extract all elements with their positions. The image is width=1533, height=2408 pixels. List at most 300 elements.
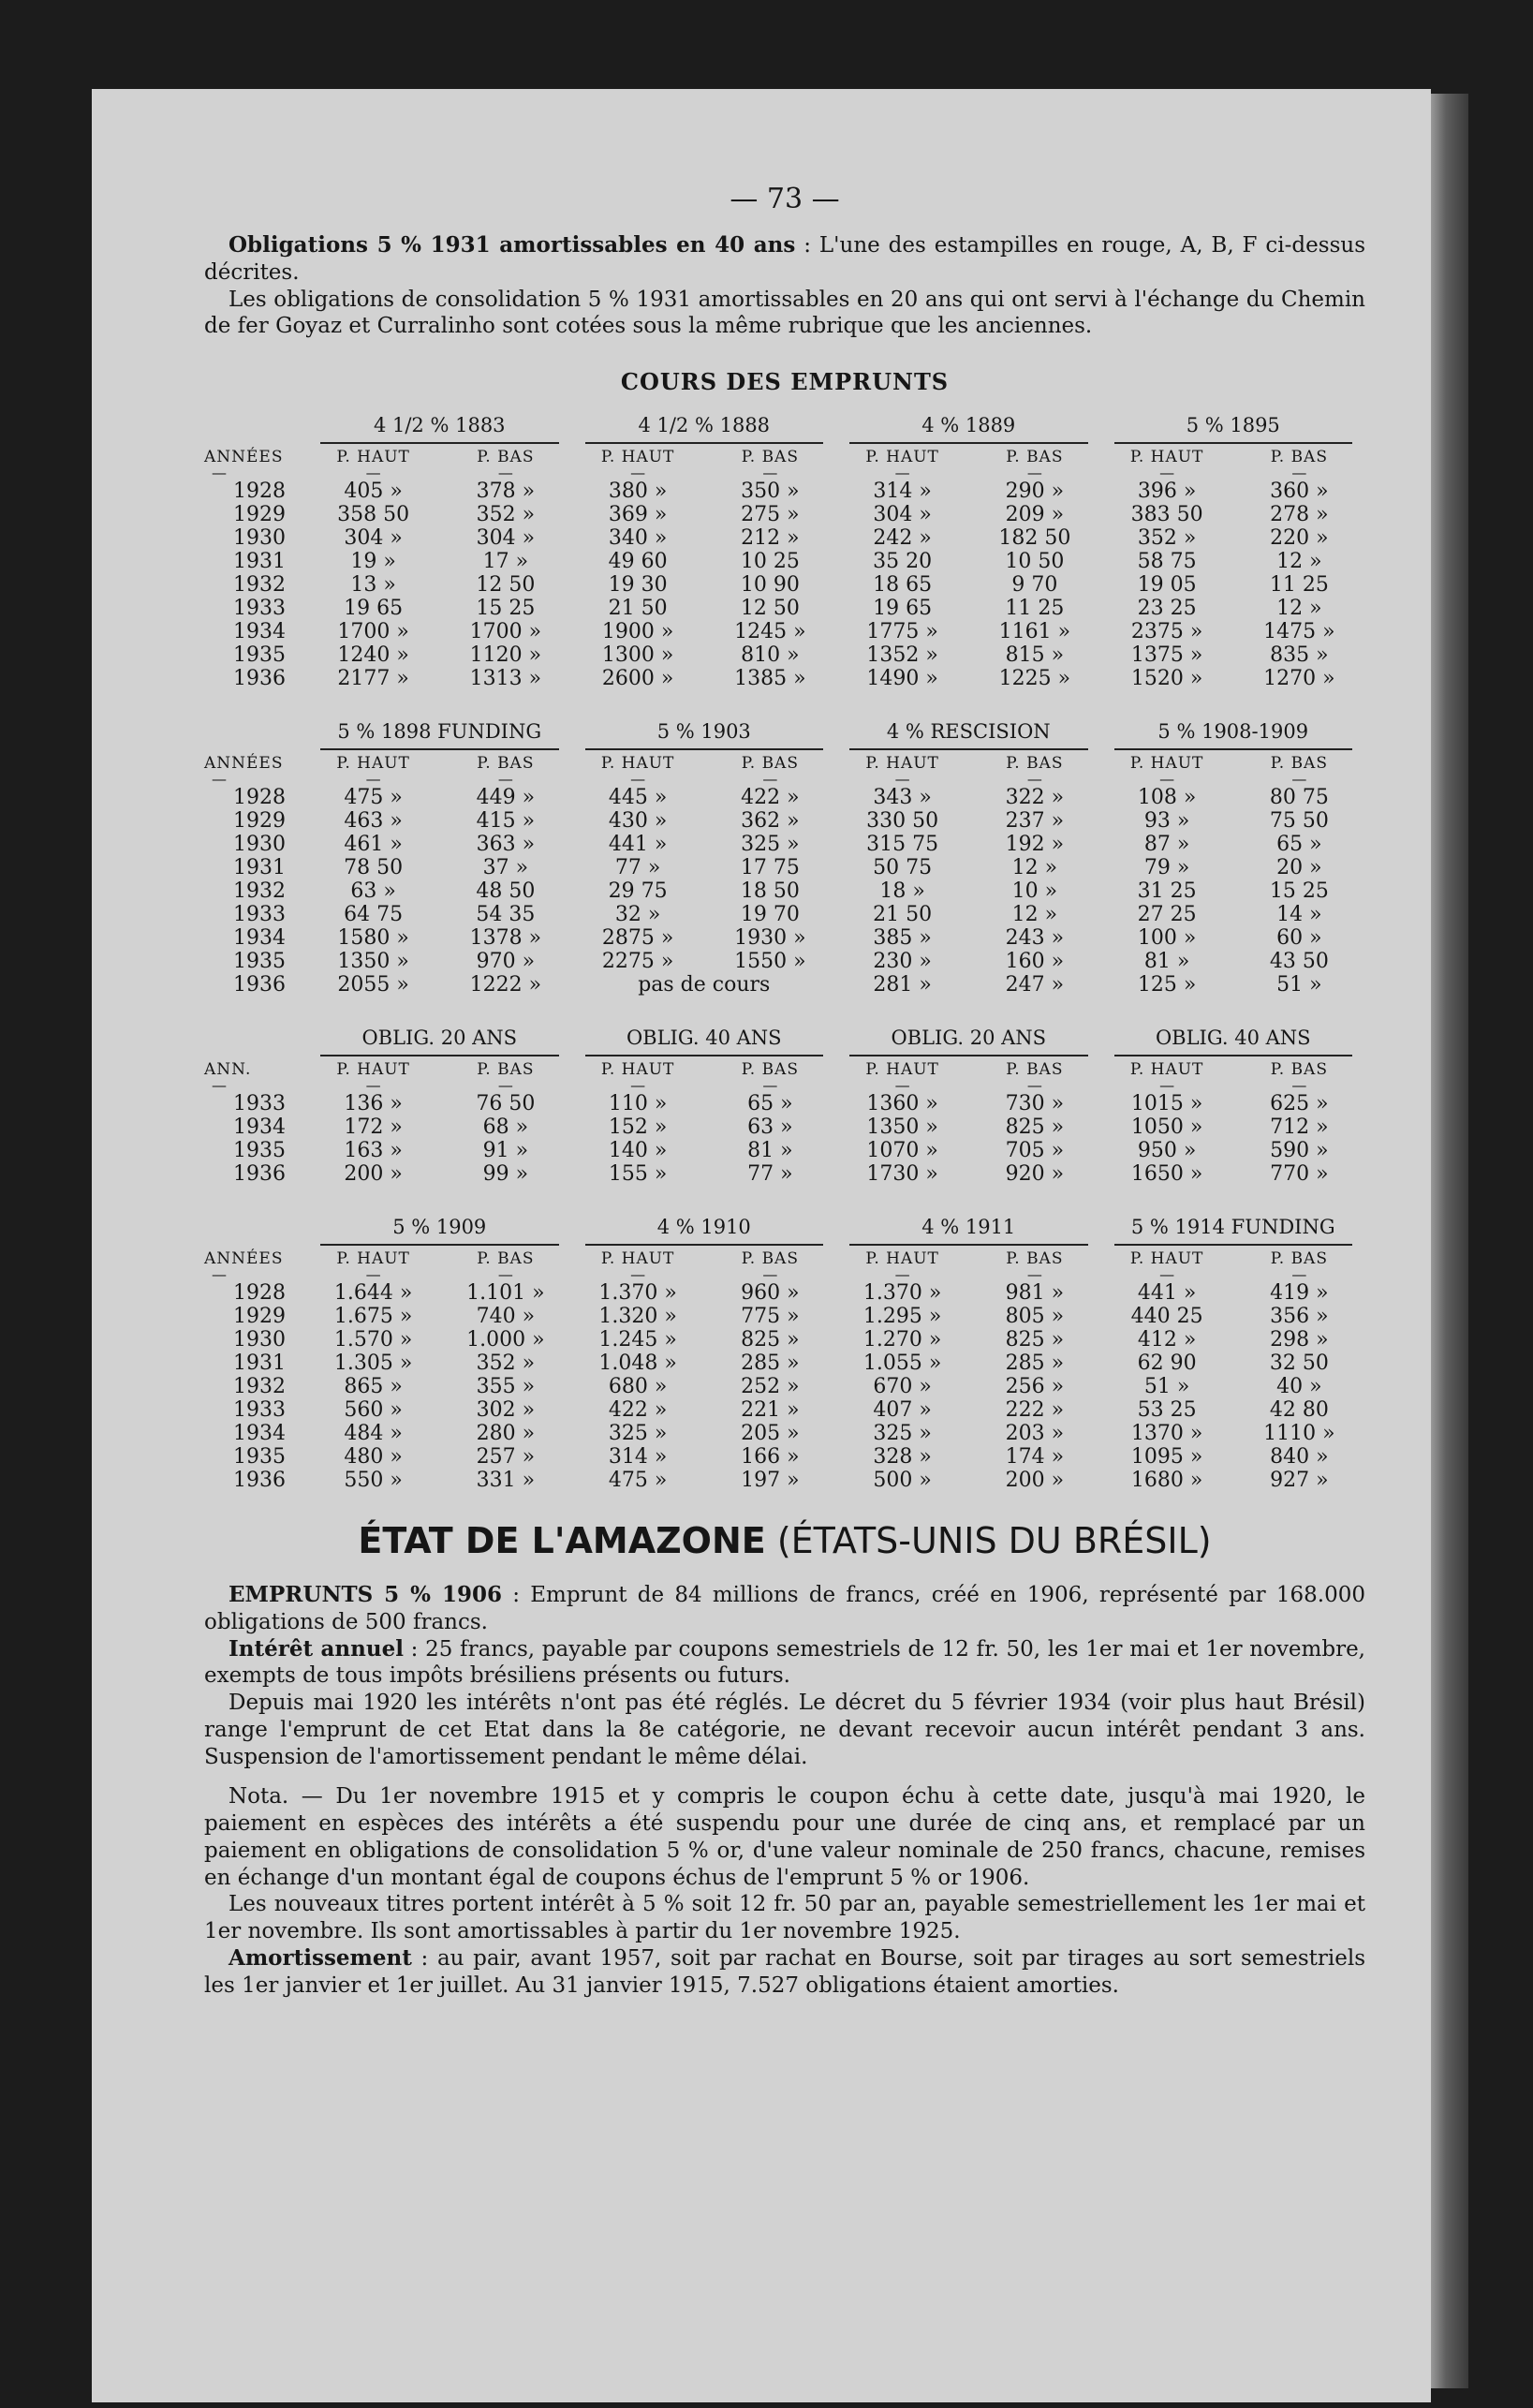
low-price-header: P. BAS	[741, 448, 799, 466]
high-price-cell: 27 25	[1137, 903, 1197, 926]
high-price-header: P. HAUT	[865, 754, 939, 773]
low-price-cell: 222 »	[1005, 1398, 1065, 1422]
low-price-cell: 419 »	[1270, 1281, 1329, 1305]
low-price-cell: 1700 »	[469, 620, 542, 643]
low-price-cell: 182 50	[998, 526, 1071, 550]
high-price-cell: 396 »	[1137, 480, 1197, 503]
high-price-cell: 63 »	[350, 879, 396, 903]
high-price-cell: 18 »	[879, 879, 925, 903]
low-price-cell: 625 »	[1270, 1092, 1329, 1115]
low-price-cell: 40 »	[1276, 1375, 1322, 1398]
low-price-cell: 65 »	[1276, 833, 1322, 856]
header-rule: —	[1159, 1076, 1175, 1094]
high-price-cell: 440 25	[1130, 1305, 1203, 1328]
high-price-cell: 78 50	[344, 856, 404, 879]
year-cell: 1932	[233, 879, 286, 903]
low-price-cell: 252 »	[741, 1375, 800, 1398]
header-rule: —	[365, 464, 381, 481]
high-price-cell: 18 65	[873, 573, 933, 597]
header-rule: —	[1026, 1265, 1042, 1283]
header-rule: —	[212, 464, 227, 481]
no-quote-cell: pas de cours	[638, 973, 771, 997]
year-cell: 1929	[233, 503, 286, 526]
year-cell: 1931	[233, 856, 286, 879]
year-cell: 1934	[233, 926, 286, 950]
year-cell: 1930	[233, 833, 286, 856]
high-price-cell: 1.570 »	[333, 1328, 413, 1352]
header-rule: —	[762, 464, 778, 481]
high-price-cell: 1352 »	[866, 643, 938, 667]
low-price-cell: 302 »	[476, 1398, 536, 1422]
loan-heading: OBLIG. 40 ANS	[1114, 1025, 1353, 1056]
state-title-sub: (ÉTATS-UNIS DU BRÉSIL)	[765, 1520, 1212, 1561]
low-price-cell: 1225 »	[998, 667, 1071, 690]
high-price-cell: 1680 »	[1130, 1469, 1203, 1492]
high-price-cell: 81 »	[1143, 950, 1190, 973]
high-price-cell: 950 »	[1137, 1139, 1197, 1162]
low-price-cell: 322 »	[1005, 786, 1065, 809]
low-price-cell: 51 »	[1276, 973, 1322, 997]
amortization-paragraph	[204, 1945, 1365, 2000]
high-price-cell: 31 25	[1137, 879, 1197, 903]
high-price-header: P. HAUT	[336, 1249, 410, 1268]
high-price-cell: 441 »	[1137, 1281, 1197, 1305]
high-price-cell: 51 »	[1143, 1375, 1190, 1398]
low-price-header: P. BAS	[1270, 448, 1328, 466]
high-price-cell: 49 60	[608, 550, 668, 573]
low-price-cell: 197 »	[741, 1469, 800, 1492]
low-price-cell: 304 »	[476, 526, 536, 550]
low-price-cell: 65 »	[747, 1092, 793, 1115]
high-price-cell: 23 25	[1137, 597, 1197, 620]
high-price-cell: 1095 »	[1130, 1445, 1203, 1469]
state-title	[204, 1520, 1365, 1561]
low-price-cell: 77 »	[747, 1162, 793, 1186]
low-price-cell: 960 »	[741, 1281, 800, 1305]
high-price-cell: 2177 »	[337, 667, 409, 690]
price-table-grid	[204, 1214, 1365, 1492]
low-price-header: P. BAS	[477, 1060, 535, 1079]
low-price-cell: 1550 »	[734, 950, 806, 973]
low-price-cell: 80 75	[1269, 786, 1329, 809]
high-price-cell: 865 »	[344, 1375, 403, 1398]
low-price-cell: 362 »	[741, 809, 800, 833]
low-price-cell: 17 »	[482, 550, 529, 573]
high-price-cell: 58 75	[1137, 550, 1197, 573]
low-price-cell: 1270 »	[1263, 667, 1335, 690]
year-cell: 1934	[233, 1115, 286, 1139]
low-price-cell: 805 »	[1005, 1305, 1065, 1328]
high-price-cell: 314 »	[608, 1445, 668, 1469]
low-price-cell: 81 »	[747, 1139, 793, 1162]
low-price-cell: 12 »	[1011, 903, 1058, 926]
low-price-cell: 1385 »	[734, 667, 806, 690]
high-price-cell: 1350 »	[866, 1115, 938, 1139]
high-price-cell: 383 50	[1130, 503, 1203, 526]
high-price-cell: 430 »	[608, 809, 668, 833]
low-price-cell: 10 »	[1011, 879, 1058, 903]
low-price-cell: 75 50	[1269, 809, 1329, 833]
header-rule: —	[762, 770, 778, 788]
loan-heading: 4 % 1889	[849, 412, 1088, 444]
high-price-cell: 1.048 »	[598, 1352, 677, 1375]
low-price-header: P. BAS	[1270, 1060, 1328, 1079]
price-table	[204, 412, 1365, 690]
low-price-cell: 68 »	[482, 1115, 529, 1139]
high-price-header: P. HAUT	[1129, 1249, 1204, 1268]
high-price-cell: 670 »	[873, 1375, 932, 1398]
header-rule: —	[1291, 770, 1307, 788]
year-cell: 1934	[233, 1422, 286, 1445]
low-price-cell: 775 »	[741, 1305, 800, 1328]
high-price-cell: 1.370 »	[862, 1281, 942, 1305]
low-price-cell: 237 »	[1005, 809, 1065, 833]
low-price-cell: 11 25	[1269, 573, 1329, 597]
intro-bold-heading: Obligations 5 % 1931 amortissables en 40 ans	[228, 232, 796, 258]
high-price-cell: 441 »	[608, 833, 668, 856]
low-price-cell: 363 »	[476, 833, 536, 856]
low-price-cell: 12 »	[1276, 550, 1322, 573]
interest-heading: Intérêt annuel	[228, 1635, 404, 1662]
low-price-cell: 220 »	[1270, 526, 1329, 550]
high-price-cell: 463 »	[344, 809, 403, 833]
nota-paragraph: Nota. — Du 1er novembre 1915 et y compris le coupon échu à cette date, jusqu'à mai 1920, le paiement en espèces des intérêts a été suspendu pour une durée de cinq ans, et remplacé par un paiement en obligations de consolidation 5 % or, d'une valeur nominale de 250 francs, chacune, remises en échange d'un montant égal de coupons échus de l'emprunt 5 % or 1906.	[204, 1784, 1365, 1890]
low-price-cell: 1245 »	[734, 620, 806, 643]
loan-heading: 5 % 1909	[320, 1214, 559, 1246]
high-price-header: P. HAUT	[865, 1249, 939, 1268]
high-price-header: P. HAUT	[1129, 1060, 1204, 1079]
high-price-cell: 315 75	[866, 833, 939, 856]
year-cell: 1933	[233, 597, 286, 620]
low-price-cell: 422 »	[741, 786, 800, 809]
high-price-cell: 380 »	[608, 480, 668, 503]
header-rule: —	[894, 1265, 910, 1283]
low-price-cell: 212 »	[741, 526, 800, 550]
high-price-cell: 1520 »	[1130, 667, 1203, 690]
year-cell: 1935	[233, 1445, 286, 1469]
high-price-cell: 155 »	[608, 1162, 668, 1186]
low-price-cell: 1222 »	[469, 973, 542, 997]
low-price-cell: 12 »	[1011, 856, 1058, 879]
year-cell: 1928	[233, 1281, 286, 1305]
high-price-cell: 1.644 »	[333, 1281, 413, 1305]
year-column-header: ANN.	[204, 1060, 252, 1079]
low-price-cell: 15 25	[1269, 879, 1329, 903]
header-rule: —	[630, 1076, 646, 1094]
loan-heading: 5 % 1895	[1114, 412, 1353, 444]
header-rule: —	[1159, 464, 1175, 481]
new-titles-paragraph: Les nouveaux titres portent intérêt à 5 % soit 12 fr. 50 par an, payable semestriellement les 1er mai et 1er novembre. Ils sont amortissables à partir du 1er novembre 1925.	[204, 1892, 1365, 1943]
table-corner	[204, 1214, 307, 1246]
high-price-header: P. HAUT	[865, 448, 939, 466]
header-rule: —	[1291, 464, 1307, 481]
high-price-cell: 230 »	[873, 950, 932, 973]
low-price-cell: 203 »	[1005, 1422, 1065, 1445]
high-price-cell: 343 »	[873, 786, 932, 809]
intro-paragraph-2: Les obligations de consolidation 5 % 1931 amortissables en 20 ans qui ont servi à l'échange du Chemin de fer Goyaz et Curralinho sont cotées sous la même rubrique que les anciennes.	[204, 287, 1365, 339]
high-price-cell: 1015 »	[1130, 1092, 1203, 1115]
header-rule: —	[365, 1265, 381, 1283]
header-rule: —	[365, 1076, 381, 1094]
low-price-cell: 352 »	[476, 1352, 536, 1375]
high-price-cell: 110 »	[608, 1092, 668, 1115]
table-corner	[204, 412, 307, 444]
header-rule: —	[212, 1076, 227, 1094]
high-price-cell: 152 »	[608, 1115, 668, 1139]
high-price-cell: 1.675 »	[333, 1305, 413, 1328]
loan-heading: OBLIG. 20 ANS	[320, 1025, 559, 1056]
header-rule: —	[1026, 770, 1042, 788]
high-price-header: P. HAUT	[336, 754, 410, 773]
loan-heading: 5 % 1898 FUNDING	[320, 718, 559, 750]
book-page-edge	[1431, 94, 1468, 2388]
loan-heading: 4 % 1911	[849, 1214, 1088, 1246]
high-price-cell: 1650 »	[1130, 1162, 1203, 1186]
header-rule: —	[1159, 770, 1175, 788]
intro-text-1: : L'une des estampilles en rouge, A, B, F ci-dessus décrites.	[204, 233, 1365, 285]
low-price-header: P. BAS	[741, 1249, 799, 1268]
high-price-cell: 325 »	[608, 1422, 668, 1445]
low-price-cell: 99 »	[482, 1162, 529, 1186]
low-price-cell: 1313 »	[469, 667, 542, 690]
year-cell: 1932	[233, 1375, 286, 1398]
low-price-cell: 449 »	[476, 786, 536, 809]
low-price-cell: 825 »	[1005, 1115, 1065, 1139]
low-price-cell: 19 70	[740, 903, 800, 926]
high-price-header: P. HAUT	[600, 1249, 675, 1268]
low-price-cell: 243 »	[1005, 926, 1065, 950]
high-price-cell: 358 50	[337, 503, 410, 526]
high-price-cell: 385 »	[873, 926, 932, 950]
year-cell: 1929	[233, 809, 286, 833]
low-price-cell: 160 »	[1005, 950, 1065, 973]
low-price-cell: 360 »	[1270, 480, 1329, 503]
price-table-grid	[204, 1025, 1365, 1186]
low-price-header: P. BAS	[1006, 1060, 1064, 1079]
price-tables	[204, 412, 1365, 1492]
table-corner	[204, 1025, 307, 1056]
price-table-grid	[204, 412, 1365, 690]
low-price-cell: 9 70	[1011, 573, 1058, 597]
high-price-cell: 422 »	[608, 1398, 668, 1422]
high-price-cell: 108 »	[1137, 786, 1197, 809]
year-cell: 1933	[233, 903, 286, 926]
high-price-cell: 1.370 »	[598, 1281, 677, 1305]
header-rule: —	[497, 1076, 513, 1094]
header-rule: —	[1026, 1076, 1042, 1094]
header-rule: —	[497, 770, 513, 788]
low-price-cell: 835 »	[1270, 643, 1329, 667]
year-cell: 1933	[233, 1398, 286, 1422]
high-price-cell: 32 »	[614, 903, 661, 926]
year-cell: 1931	[233, 1352, 286, 1375]
high-price-cell: 1900 »	[601, 620, 674, 643]
high-price-cell: 340 »	[608, 526, 668, 550]
low-price-cell: 48 50	[476, 879, 536, 903]
header-rule: —	[497, 464, 513, 481]
year-cell: 1936	[233, 1162, 286, 1186]
low-price-cell: 705 »	[1005, 1139, 1065, 1162]
high-price-cell: 1.055 »	[862, 1352, 942, 1375]
year-cell: 1932	[233, 573, 286, 597]
high-price-cell: 1350 »	[337, 950, 409, 973]
low-price-cell: 825 »	[741, 1328, 800, 1352]
low-price-cell: 350 »	[741, 480, 800, 503]
header-rule: —	[365, 770, 381, 788]
year-cell: 1935	[233, 643, 286, 667]
low-price-cell: 174 »	[1005, 1445, 1065, 1469]
high-price-cell: 242 »	[873, 526, 932, 550]
loan-heading: 4 % RESCISION	[849, 718, 1088, 750]
loan-text: : Emprunt de 84 millions de francs, créé en 1906, représenté par 168.000 obligations de 500 francs.	[204, 1583, 1365, 1634]
low-price-header: P. BAS	[1006, 1249, 1064, 1268]
high-price-cell: 1375 »	[1130, 643, 1203, 667]
high-price-cell: 79 »	[1143, 856, 1190, 879]
high-price-cell: 405 »	[344, 480, 403, 503]
low-price-cell: 1120 »	[469, 643, 542, 667]
high-price-cell: 1240 »	[337, 643, 409, 667]
high-price-cell: 2375 »	[1130, 620, 1203, 643]
low-price-cell: 20 »	[1276, 856, 1322, 879]
high-price-cell: 163 »	[344, 1139, 403, 1162]
header-rule: —	[762, 1265, 778, 1283]
low-price-cell: 209 »	[1005, 503, 1065, 526]
high-price-cell: 29 75	[608, 879, 668, 903]
high-price-cell: 19 65	[873, 597, 933, 620]
high-price-cell: 77 »	[614, 856, 661, 879]
high-price-cell: 560 »	[344, 1398, 403, 1422]
section-title: COURS DES EMPRUNTS	[620, 368, 950, 395]
low-price-cell: 1.000 »	[466, 1328, 545, 1352]
high-price-cell: 1370 »	[1130, 1422, 1203, 1445]
high-price-header: P. HAUT	[600, 1060, 675, 1079]
high-price-cell: 1070 »	[866, 1139, 938, 1162]
high-price-cell: 136 »	[344, 1092, 403, 1115]
high-price-cell: 19 65	[344, 597, 404, 620]
high-price-cell: 2055 »	[337, 973, 409, 997]
low-price-cell: 192 »	[1005, 833, 1065, 856]
header-rule: —	[212, 770, 227, 788]
amortization-heading: Amortissement	[228, 1944, 412, 1971]
low-price-cell: 352 »	[476, 503, 536, 526]
high-price-cell: 1.320 »	[598, 1305, 677, 1328]
high-price-cell: 1300 »	[601, 643, 674, 667]
high-price-cell: 461 »	[344, 833, 403, 856]
loan-paragraph	[204, 1582, 1365, 1636]
year-cell: 1931	[233, 550, 286, 573]
year-cell: 1936	[233, 667, 286, 690]
header-rule: —	[630, 464, 646, 481]
loan-heading: OBLIG. 20 ANS	[849, 1025, 1088, 1056]
high-price-cell: 550 »	[344, 1469, 403, 1492]
high-price-header: P. HAUT	[336, 448, 410, 466]
high-price-cell: 475 »	[608, 1469, 668, 1492]
header-rule: —	[762, 1076, 778, 1094]
document-page	[92, 89, 1431, 2402]
high-price-cell: 314 »	[873, 480, 932, 503]
low-price-cell: 37 »	[482, 856, 529, 879]
low-price-cell: 12 50	[476, 573, 536, 597]
price-table	[204, 1214, 1365, 1492]
high-price-cell: 325 »	[873, 1422, 932, 1445]
low-price-header: P. BAS	[1270, 1249, 1328, 1268]
low-price-cell: 12 »	[1276, 597, 1322, 620]
loan-heading: OBLIG. 40 ANS	[585, 1025, 824, 1056]
loan-heading: 4 1/2 % 1883	[320, 412, 559, 444]
high-price-cell: 1.295 »	[862, 1305, 942, 1328]
high-price-cell: 500 »	[873, 1469, 932, 1492]
high-price-header: P. HAUT	[1129, 448, 1204, 466]
high-price-cell: 475 »	[344, 786, 403, 809]
high-price-cell: 1.305 »	[333, 1352, 413, 1375]
low-price-cell: 825 »	[1005, 1328, 1065, 1352]
low-price-cell: 11 25	[1005, 597, 1065, 620]
header-rule: —	[894, 770, 910, 788]
low-price-cell: 42 80	[1269, 1398, 1329, 1422]
low-price-header: P. BAS	[477, 1249, 535, 1268]
high-price-cell: 140 »	[608, 1139, 668, 1162]
high-price-cell: 64 75	[344, 903, 404, 926]
low-price-cell: 280 »	[476, 1422, 536, 1445]
high-price-cell: 328 »	[873, 1445, 932, 1469]
high-price-cell: 100 »	[1137, 926, 1197, 950]
year-column-header: ANNÉES	[204, 754, 284, 773]
low-price-cell: 43 50	[1269, 950, 1329, 973]
high-price-cell: 330 50	[866, 809, 939, 833]
high-price-cell: 352 »	[1137, 526, 1197, 550]
low-price-cell: 221 »	[741, 1398, 800, 1422]
interest-paragraph	[204, 1636, 1365, 1691]
low-price-cell: 76 50	[476, 1092, 536, 1115]
year-cell: 1935	[233, 1139, 286, 1162]
low-price-cell: 712 »	[1270, 1115, 1329, 1139]
low-price-header: P. BAS	[1006, 448, 1064, 466]
high-price-cell: 1700 »	[337, 620, 409, 643]
high-price-cell: 1775 »	[866, 620, 938, 643]
low-price-cell: 10 90	[740, 573, 800, 597]
low-price-cell: 331 »	[476, 1469, 536, 1492]
low-price-header: P. BAS	[477, 754, 535, 773]
low-price-cell: 355 »	[476, 1375, 536, 1398]
low-price-cell: 378 »	[476, 480, 536, 503]
low-price-cell: 970 »	[476, 950, 536, 973]
high-price-cell: 19 30	[608, 573, 668, 597]
high-price-cell: 172 »	[344, 1115, 403, 1139]
low-price-header: P. BAS	[1006, 754, 1064, 773]
low-price-cell: 12 50	[740, 597, 800, 620]
default-paragraph: Depuis mai 1920 les intérêts n'ont pas été réglés. Le décret du 5 février 1934 (voir plus haut Brésil) range l'emprunt de cet Etat dans la 8e catégorie, ne devant recevoir aucun intérêt pendant 3 ans. Suspension de l'amortissement pendant le même délai.	[204, 1691, 1365, 1769]
low-price-cell: 32 50	[1269, 1352, 1329, 1375]
low-price-cell: 927 »	[1270, 1469, 1329, 1492]
low-price-cell: 590 »	[1270, 1139, 1329, 1162]
low-price-cell: 1110 »	[1263, 1422, 1335, 1445]
low-price-cell: 770 »	[1270, 1162, 1329, 1186]
low-price-cell: 200 »	[1005, 1469, 1065, 1492]
high-price-header: P. HAUT	[336, 1060, 410, 1079]
high-price-cell: 304 »	[344, 526, 403, 550]
loan-heading: 5 % 1903	[585, 718, 824, 750]
high-price-header: P. HAUT	[600, 754, 675, 773]
page-number: — 73 —	[730, 183, 840, 215]
year-cell: 1929	[233, 1305, 286, 1328]
low-price-header: P. BAS	[1270, 754, 1328, 773]
high-price-cell: 281 »	[873, 973, 932, 997]
high-price-cell: 480 »	[344, 1445, 403, 1469]
high-price-cell: 1.270 »	[862, 1328, 942, 1352]
low-price-cell: 920 »	[1005, 1162, 1065, 1186]
low-price-cell: 1930 »	[734, 926, 806, 950]
header-rule: —	[1291, 1076, 1307, 1094]
